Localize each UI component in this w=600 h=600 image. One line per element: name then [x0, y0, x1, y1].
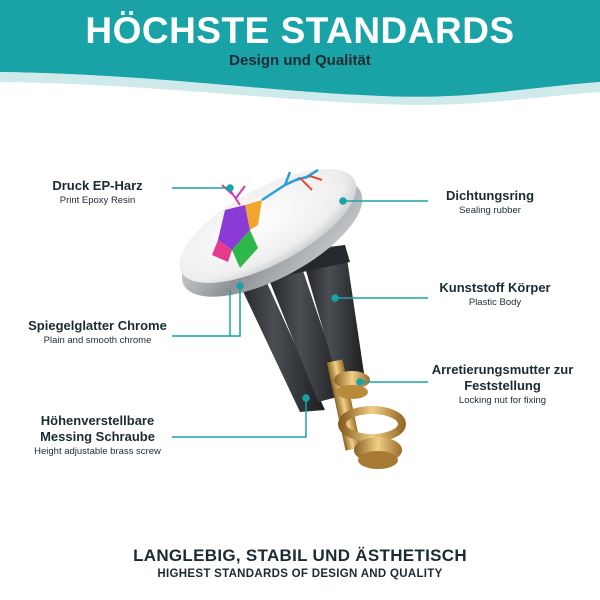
- label-locking-nut: [425, 362, 580, 407]
- label-plastic-body: [430, 280, 560, 309]
- label-brass-screw: [10, 413, 185, 458]
- label-chrome-de: Spiegelglatter Chrome: [28, 318, 167, 333]
- page-title: HÖCHSTE STANDARDS: [85, 10, 515, 51]
- label-seal-de: Dichtungsring: [445, 188, 535, 203]
- label-body-en: Plastic Body: [468, 297, 522, 308]
- label-nut-en: Locking nut for fixing: [458, 395, 547, 406]
- label-screw-en: Height adjustable brass screw: [34, 446, 161, 457]
- page-subtitle: Design und Qualität: [229, 52, 371, 69]
- footer-line-1: LANGLEBIG, STABIL UND ÄSTHETISCH: [133, 546, 467, 565]
- label-seal-en: Sealing rubber: [459, 205, 521, 216]
- label-nut-de1: Arretierungsmutter zur: [431, 362, 574, 377]
- label-chrome: [10, 318, 185, 347]
- label-print-epoxy: [20, 178, 175, 207]
- label-body-de: Kunststoff Körper: [439, 280, 551, 295]
- brass-screw: [327, 359, 402, 469]
- label-chrome-en: Plain and smooth chrome: [43, 335, 152, 346]
- footer-line-2: HIGHEST STANDARDS OF DESIGN AND QUALITY: [157, 568, 443, 580]
- label-screw-de1: Höhenverstellbare: [40, 413, 155, 428]
- label-screw-de2: Messing Schraube: [40, 429, 155, 444]
- label-nut-de2: Feststellung: [464, 378, 541, 393]
- label-sealing: [430, 188, 550, 217]
- label-print-de: Druck EP-Harz: [52, 178, 143, 193]
- label-print-en: Print Epoxy Resin: [59, 195, 136, 206]
